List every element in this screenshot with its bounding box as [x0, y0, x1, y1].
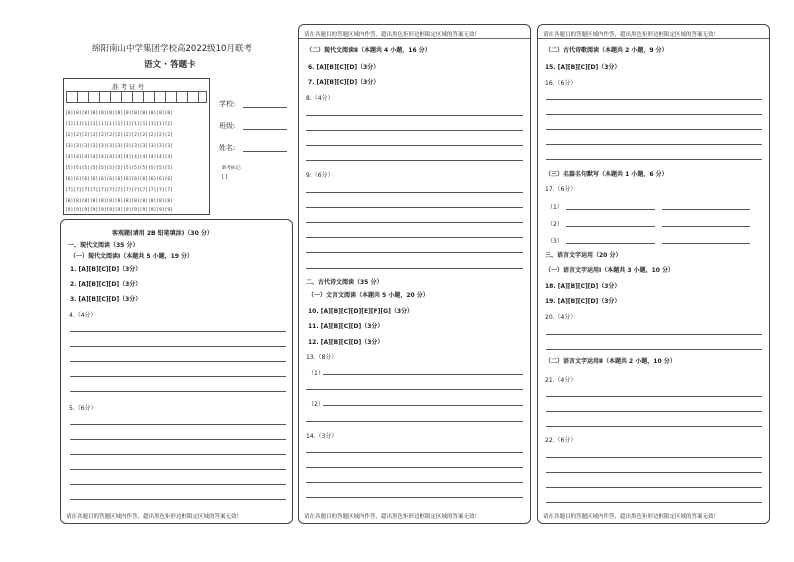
section-1-title: 一、现代文阅读（35 分）	[68, 242, 139, 249]
exam-number-box	[63, 78, 210, 215]
q21-label: 21.（4分）	[545, 377, 577, 384]
q20-label: 20.（4分）	[545, 314, 577, 321]
answer-line[interactable]	[546, 129, 762, 130]
answer-line[interactable]	[306, 252, 523, 253]
digit-row[interactable]: [2][2][2][2][2][2][2][2][2][2][2][2][2]	[65, 133, 173, 138]
warning-text: 请在各题目的答题区域内作答，超出黑色矩形边框限定区域的答案无效！	[543, 514, 720, 520]
q12-options[interactable]: 12. [A][B][C][D]（3分）	[308, 339, 384, 346]
q11-options[interactable]: 11. [A][B][C][D]（3分）	[308, 323, 384, 330]
answer-line[interactable]	[546, 114, 762, 115]
answer-line[interactable]	[306, 482, 523, 483]
q17-1-label: （1）	[547, 204, 563, 211]
class-field[interactable]	[243, 129, 287, 130]
answer-line[interactable]	[546, 396, 762, 397]
answer-line[interactable]	[70, 484, 286, 485]
q13-label: 13.（8分）	[306, 354, 338, 361]
answer-line[interactable]	[306, 467, 523, 468]
exam-number-label: 准 考 证 号	[112, 83, 145, 91]
answer-line[interactable]	[306, 452, 523, 453]
q18-options[interactable]: 18. [A][B][C][D]（3分）	[545, 283, 621, 290]
answer-line[interactable]	[306, 421, 523, 422]
answer-line[interactable]	[306, 160, 523, 161]
divider	[299, 38, 530, 39]
answer-line[interactable]	[546, 502, 762, 503]
q10-options[interactable]: 10. [A][B][C][D][E][F][G]（3分）	[308, 308, 414, 315]
q7-options[interactable]: 7. [A][B][C][D]（3分）	[308, 79, 380, 86]
answer-line[interactable]	[566, 226, 655, 227]
answer-line[interactable]	[546, 144, 762, 145]
q3-options[interactable]: 3. [A][B][C][D]（3分）	[70, 296, 142, 303]
q1-options[interactable]: 1. [A][B][C][D]（3分）	[70, 266, 142, 273]
section-3-title: 三、语言文字运用（20 分）	[545, 252, 622, 259]
section-2-title: 二、古代诗文阅读（35 分）	[306, 279, 383, 286]
digit-row[interactable]: [8][8][8][8][8][8][8][8][8][8][8][8][8]	[65, 199, 173, 204]
answer-line[interactable]	[662, 226, 750, 227]
answer-line[interactable]	[306, 145, 523, 146]
section-3-1-title: （一）语言文字运用Ⅰ（本题共 3 小题，10 分）	[545, 267, 675, 274]
answer-line[interactable]	[306, 192, 523, 193]
q2-options[interactable]: 2. [A][B][C][D]（3分）	[70, 281, 142, 288]
section-2-2-title: （二）古代诗歌阅读（本题共 2 小题，9 分）	[545, 47, 668, 54]
answer-line[interactable]	[70, 331, 286, 332]
warning-text: 请在各题目的答题区域内作答，超出黑色矩形边框限定区域的答案无效！	[66, 514, 243, 520]
answer-line[interactable]	[70, 424, 286, 425]
answer-line[interactable]	[546, 472, 762, 473]
answer-line[interactable]	[323, 405, 523, 406]
q15-options[interactable]: 15. [A][B][C][D]（3分）	[545, 64, 621, 71]
q9-label: 9.（6分）	[306, 172, 334, 179]
answer-line[interactable]	[70, 454, 286, 455]
answer-line[interactable]	[70, 361, 286, 362]
q8-label: 8.（4分）	[306, 95, 334, 102]
warning-text: 请在各题目的答题区域内作答，超出黑色矩形边框限定区域的答案无效！	[543, 32, 720, 38]
objective-title: 客观题(请用 2B 铅笔填涂)（30 分）	[112, 230, 213, 237]
q19-options[interactable]: 19. [A][B][C][D]（3分）	[545, 298, 621, 305]
warning-text: 请在各题目的答题区域内作答，超出黑色矩形边框限定区域的答案无效！	[304, 32, 481, 38]
q13-2-label: （2）	[308, 401, 324, 408]
answer-line[interactable]	[70, 391, 286, 392]
school-field[interactable]	[243, 107, 287, 108]
section-3-2-title: （二）语言文字运用Ⅱ（本题共 2 小题，10 分）	[545, 358, 676, 365]
q16-label: 16.（6分）	[545, 80, 577, 87]
answer-line[interactable]	[546, 411, 762, 412]
answer-line[interactable]	[306, 222, 523, 223]
answer-line[interactable]	[546, 99, 762, 100]
answer-line[interactable]	[306, 237, 523, 238]
school-label: 学校:	[219, 100, 236, 108]
card-title: 语文 · 答题卡	[144, 60, 196, 70]
answer-line[interactable]	[306, 389, 523, 390]
absent-mark-box[interactable]: [ ]	[222, 174, 228, 180]
section-1-2-title: （二）现代文阅读Ⅱ（本题共 4 小题，16 分）	[306, 47, 431, 54]
warning-text: 请在各题目的答题区域内作答，超出黑色矩形边框限定区域的答案无效！	[304, 514, 481, 520]
answer-line[interactable]	[546, 457, 762, 458]
answer-line[interactable]	[546, 159, 762, 160]
answer-line[interactable]	[306, 497, 523, 498]
digit-row[interactable]: [7][7][7][7][7][7][7][7][7][7][7][7][7]	[65, 188, 173, 193]
digit-row[interactable]: [3][3][3][3][3][3][3][3][3][3][3][3][3]	[65, 144, 173, 149]
exam-number-write-cells[interactable]	[66, 91, 207, 103]
answer-line[interactable]	[566, 209, 655, 210]
q5-label: 5.（6分）	[69, 405, 97, 412]
answer-line[interactable]	[306, 268, 523, 269]
digit-row[interactable]: [4][4][4][4][4][4][4][4][4][4][4][4][4]	[65, 155, 173, 160]
name-label: 姓名:	[219, 144, 236, 152]
answer-line[interactable]	[306, 207, 523, 208]
answer-line[interactable]	[70, 499, 286, 500]
q17-3-label: （3）	[547, 238, 563, 245]
q17-label: 17.（6分）	[545, 186, 577, 193]
section-1-1-title: （一）现代文阅读Ⅰ（本题共 5 小题，19 分）	[70, 253, 194, 260]
answer-line[interactable]	[662, 209, 750, 210]
answer-line[interactable]	[306, 115, 523, 116]
section-2-1-title: （一）文言文阅读（本题共 5 小题，20 分）	[308, 292, 429, 299]
school-title: 绵阳南山中学集团学校高2022级10月联考	[92, 44, 252, 54]
answer-line[interactable]	[323, 374, 523, 375]
answer-line[interactable]	[546, 334, 762, 335]
digit-row[interactable]: [1][1][1][1][1][1][1][1][1][1][1][1][1]	[65, 122, 173, 127]
section-2-3-title: （三）名篇名句默写（本题共 1 小题，6 分）	[545, 171, 668, 178]
answer-line[interactable]	[306, 130, 523, 131]
q22-label: 22.（6分）	[545, 437, 577, 444]
digit-row[interactable]: [9][9][9][9][9][9][9][9][9][9][9][9][9]	[65, 208, 173, 213]
answer-line[interactable]	[662, 243, 750, 244]
q17-2-label: （2）	[547, 221, 563, 228]
answer-line[interactable]	[70, 469, 286, 470]
answer-line[interactable]	[70, 376, 286, 377]
name-field[interactable]	[243, 151, 287, 152]
digit-row[interactable]: [5][5][5][5][5][5][5][5][5][5][5][5][5]	[65, 166, 173, 171]
answer-line[interactable]	[546, 487, 762, 488]
q13-1-label: （1）	[308, 370, 324, 377]
q14-label: 14.（3分）	[306, 433, 338, 440]
digit-row[interactable]: [0][0][0][0][0][0][0][0][0][0][0][0][0]	[65, 111, 173, 116]
q4-label: 4.（4分）	[69, 312, 97, 319]
q6-options[interactable]: 6. [A][B][C][D]（3分）	[308, 64, 380, 71]
absent-mark-label: 缺考标记:	[222, 166, 242, 171]
answer-line[interactable]	[546, 426, 762, 427]
digit-row[interactable]: [6][6][6][6][6][6][6][6][6][6][6][6][6]	[65, 177, 173, 182]
answer-line[interactable]	[70, 439, 286, 440]
divider	[538, 38, 769, 39]
answer-line[interactable]	[566, 243, 655, 244]
answer-line[interactable]	[546, 349, 762, 350]
answer-line[interactable]	[70, 346, 286, 347]
class-label: 班级:	[219, 122, 236, 130]
